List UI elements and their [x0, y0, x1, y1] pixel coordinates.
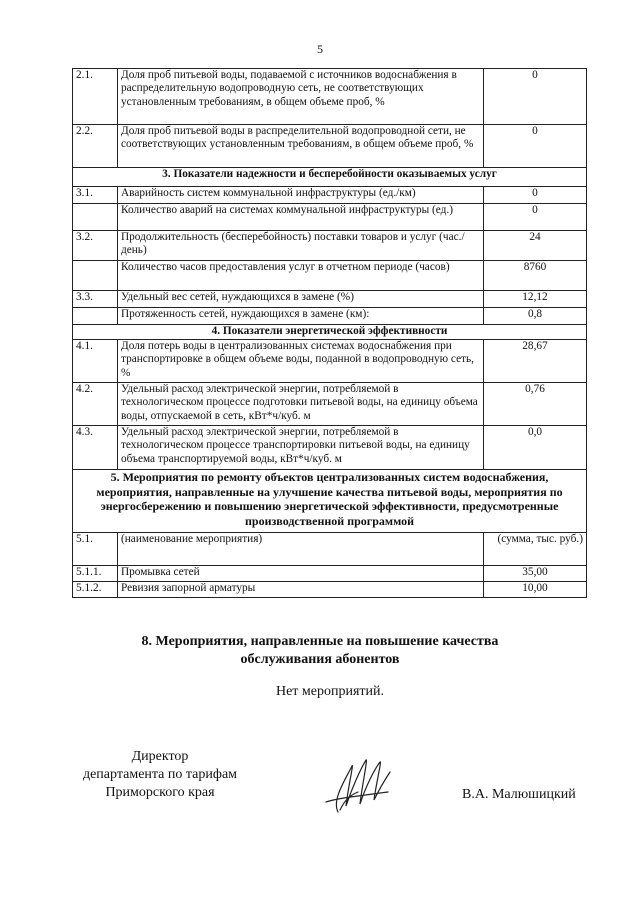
row-value: (сумма, тыс. руб.)	[484, 533, 587, 566]
table-row	[73, 204, 587, 231]
row-number: 3.2.	[73, 231, 118, 261]
row-number	[73, 308, 118, 325]
row-value: 0,76	[484, 383, 587, 426]
row-number: 3.1.	[73, 187, 118, 204]
row-value: 12,12	[484, 291, 587, 308]
row-number: 3.3.	[73, 291, 118, 308]
section-header-row	[73, 470, 587, 533]
table-row	[73, 308, 587, 325]
row-number: 2.2.	[73, 125, 118, 168]
row-value: 0,8	[484, 308, 587, 325]
row-value: 35,00	[484, 566, 587, 582]
signatory-title-line: Приморского края	[105, 785, 215, 800]
row-text: Промывка сетей	[118, 566, 484, 582]
table-row	[73, 426, 587, 470]
table-row	[73, 582, 587, 598]
row-value: 0	[484, 125, 587, 168]
row-text: Доля проб питьевой воды в распределительной водопроводной сети, не соответствующих установленным требованиям, в общем объеме проб, %	[118, 125, 484, 168]
row-number: 5.1.2.	[73, 582, 118, 598]
row-number	[73, 204, 118, 231]
table-row	[73, 566, 587, 582]
table-row	[73, 340, 587, 383]
row-value: 0	[484, 187, 587, 204]
table-row	[73, 69, 587, 125]
table-row	[73, 261, 587, 291]
row-value: 24	[484, 231, 587, 261]
row-text: (наименование мероприятия)	[118, 533, 484, 566]
page-number: 5	[317, 42, 323, 56]
row-text: Удельный расход электрической энергии, потребляемой в технологическом процессе транспортировки питьевой воды, на единицу объема транспортируемой воды, кВт*ч/куб. м	[118, 426, 484, 470]
table-row	[73, 231, 587, 261]
signatory-title-line: департамента по тарифам	[82, 767, 238, 782]
section-8-heading: 8. Мероприятия, направленные на повышение качества обслуживания абонентов	[141, 634, 499, 667]
row-text: Аварийность систем коммунальной инфраструктуры (ед./км)	[118, 187, 484, 204]
table-row	[73, 533, 587, 566]
row-number: 2.1.	[73, 69, 118, 125]
signatory-title-line: Директор	[131, 749, 189, 764]
row-value: 28,67	[484, 340, 587, 383]
indicators-table	[72, 68, 587, 598]
section-header-row	[73, 325, 587, 340]
row-value: 0	[484, 69, 587, 125]
no-measures-text: Нет мероприятий.	[275, 684, 385, 699]
row-value: 0	[484, 204, 587, 231]
signatory-title	[60, 748, 260, 802]
row-text: Доля проб питьевой воды, подаваемой с источников водоснабжения в распределительную водопроводную сеть, не соответствующих установленным требованиям, в общем объеме проб, %	[118, 69, 484, 125]
row-text: Продолжительность (бесперебойность) поставки товаров и услуг (час./день)	[118, 231, 484, 261]
section-4-title: 4. Показатели энергетической эффективности	[73, 325, 587, 340]
row-number	[73, 261, 118, 291]
row-value: 10,00	[484, 582, 587, 598]
row-number: 4.3.	[73, 426, 118, 470]
row-text: Ревизия запорной арматуры	[118, 582, 484, 598]
section-5-title: 5. Мероприятия по ремонту объектов централизованных систем водоснабжения, мероприятия, направленные на улучшение качества питьевой воды, мероприятия по энергосбережению и повышению энергетической эффективности, предусмотренные производственной программой	[73, 470, 587, 533]
row-text: Удельный вес сетей, нуждающихся в замене (%)	[118, 291, 484, 308]
row-text: Количество часов предоставления услуг в отчетном периоде (часов)	[118, 261, 484, 291]
row-number: 5.1.	[73, 533, 118, 566]
row-number: 5.1.1.	[73, 566, 118, 582]
row-text: Доля потерь воды в централизованных системах водоснабжения при транспортировке в общем объеме воды, поданной в водопроводную сеть, %	[118, 340, 484, 383]
row-number: 4.2.	[73, 383, 118, 426]
handwritten-signature	[318, 752, 398, 820]
row-value: 0,0	[484, 426, 587, 470]
table-row	[73, 383, 587, 426]
row-number: 4.1.	[73, 340, 118, 383]
table-row	[73, 125, 587, 168]
row-text: Протяженность сетей, нуждающихся в замене (км):	[118, 308, 484, 325]
signatory-name: В.А. Малюшицкий	[462, 787, 576, 802]
row-text: Удельный расход электрической энергии, потребляемой в технологическом процессе подготовки питьевой воды, на единицу объема воды, отпускаемой в сеть, кВт*ч/куб. м	[118, 383, 484, 426]
table-row	[73, 187, 587, 204]
row-text: Количество аварий на системах коммунальной инфраструктуры (ед.)	[118, 204, 484, 231]
table-row	[73, 291, 587, 308]
section-3-title: 3. Показатели надежности и бесперебойности оказываемых услуг	[73, 168, 587, 187]
row-value: 8760	[484, 261, 587, 291]
section-header-row	[73, 168, 587, 187]
